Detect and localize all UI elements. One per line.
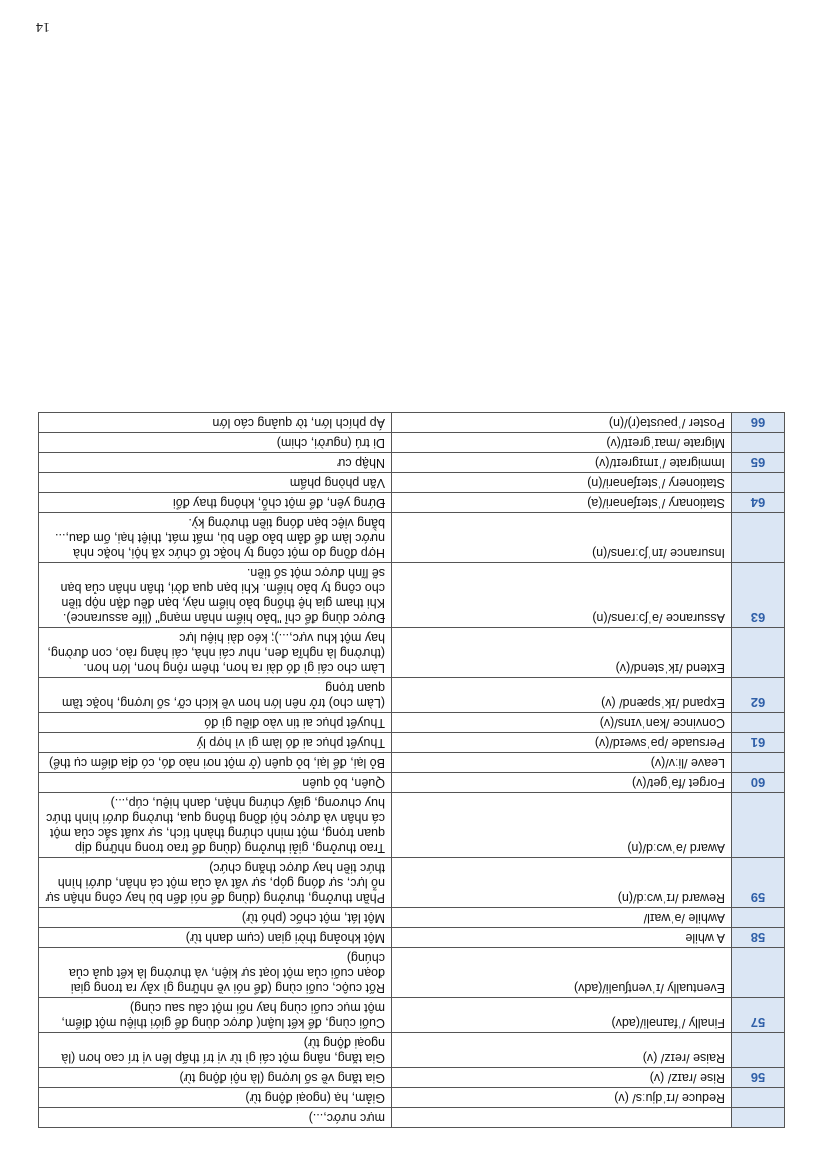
word-meaning: Gia tăng về số lượng (là nội động từ) [39, 1068, 392, 1088]
entry-number [732, 628, 785, 678]
entry-number [732, 473, 785, 493]
table-row [39, 473, 785, 493]
vocabulary-word: Rise /raɪz/ (v) [392, 1068, 732, 1088]
word-meaning: Một khoảng thời gian (cụm danh từ) [39, 928, 392, 948]
table-row [39, 513, 785, 563]
entry-number: 63 [732, 563, 785, 628]
word-meaning: Được dùng để chỉ "bảo hiểm nhân mạng" (life assurance). Khi tham gia hệ thống bảo hiểm này, bạn đều đặn nộp tiền cho công ty bảo hiểm. Khi bạn qua đời, thân nhân của bạn sẽ lĩnh được một số tiền. [39, 563, 392, 628]
word-meaning: Đứng yên, để một chỗ, không thay đổi [39, 493, 392, 513]
entry-number: 64 [732, 493, 785, 513]
entry-number [732, 713, 785, 733]
table-row [39, 628, 785, 678]
entry-number [732, 753, 785, 773]
vocabulary-word: Awhile /əˈwaɪl/ [392, 908, 732, 928]
entry-number [732, 433, 785, 453]
table-row [39, 928, 785, 948]
table-row [39, 713, 785, 733]
vocabulary-word: Poster /ˈpəʊstə(r)/(n) [392, 413, 732, 433]
vocabulary-word: Expand /ɪkˈspænd/ (v) [392, 678, 732, 713]
vocabulary-word: Stationary /ˈsteɪʃənəri/(a) [392, 493, 732, 513]
table-row [39, 733, 785, 753]
entry-number: 58 [732, 928, 785, 948]
vocabulary-word: Persuade /pəˈsweɪd/(v) [392, 733, 732, 753]
table-row [39, 998, 785, 1033]
entry-number [732, 793, 785, 858]
word-meaning: Gia tăng, nâng một cái gì từ vị trí thấp lên vị trí cao hơn (là ngoại động từ) [39, 1033, 392, 1068]
word-meaning: Hợp đồng do một công ty hoặc tổ chức xã hội, hoặc nhà nước làm để đảm bảo đền bù, mất mát, thiệt hại, ốm đau,... bằng việc bạn đóng tiền thường kỳ. [39, 513, 392, 563]
word-meaning: Thuyết phục ai tin vào điều gì đó [39, 713, 392, 733]
word-meaning: Một lát, một chốc (phó từ) [39, 908, 392, 928]
word-meaning: Rốt cuộc, cuối cùng (để nói về những gì xảy ra trong giai đoạn cuối của một loạt sự kiện, và thường là kết quả của chúng) [39, 948, 392, 998]
entry-number: 59 [732, 858, 785, 908]
word-meaning: mực nước,...) [39, 1108, 392, 1128]
entry-number [732, 1108, 785, 1128]
word-meaning: Cuối cùng, để kết luận( được dùng để giới thiệu một điểm, một mục cuối cùng hay nối một câu sau cùng) [39, 998, 392, 1033]
entry-number [732, 513, 785, 563]
table-row [39, 1108, 785, 1128]
word-meaning: Quên, bỏ quên [39, 773, 392, 793]
entry-number: 62 [732, 678, 785, 713]
table-row [39, 753, 785, 773]
vocabulary-word: Migrate /maɪˈgreɪt/(v) [392, 433, 732, 453]
table-row [39, 1068, 785, 1088]
table-row [39, 858, 785, 908]
vocabulary-word: Eventually /ɪˈventʃuəli/(adv) [392, 948, 732, 998]
table-row [39, 948, 785, 998]
table-row [39, 453, 785, 473]
entry-number [732, 948, 785, 998]
entry-number [732, 908, 785, 928]
page-number: 14 [36, 19, 50, 34]
word-meaning: (Làm cho) trở nên lớn hơn về kích cỡ, số lượng, hoặc tầm quan trọng [39, 678, 392, 713]
entry-number: 57 [732, 998, 785, 1033]
vocabulary-word: Extend /ɪkˈstend/(v) [392, 628, 732, 678]
word-meaning: Văn phòng phẩm [39, 473, 392, 493]
word-meaning: Phần thưởng, thưởng (dùng để nói đến bù hay công nhận sự nỗ lực, sự đóng góp, sự vất vả của một cá nhân, dưới hình thức tiền hay được thăng chức) [39, 858, 392, 908]
vocabulary-table [38, 412, 785, 1128]
vocabulary-word: Award /əˈwɔːd/(n) [392, 793, 732, 858]
vocabulary-word: Leave /liːv/(v) [392, 753, 732, 773]
vocabulary-table-body [39, 413, 785, 1128]
word-meaning: Bỏ lại, để lại, bỏ quên (ở một nơi nào đó, có địa điểm cụ thể) [39, 753, 392, 773]
table-row [39, 563, 785, 628]
table-row [39, 433, 785, 453]
entry-number: 66 [732, 413, 785, 433]
vocabulary-word [392, 1108, 732, 1128]
word-meaning: Nhập cư [39, 453, 392, 473]
table-row [39, 493, 785, 513]
word-meaning: Giảm, hạ (ngoại động từ) [39, 1088, 392, 1108]
vocabulary-word: Assurance /əˈʃɔːrəns/(n) [392, 563, 732, 628]
vocabulary-word: Forget /fəˈget/(v) [392, 773, 732, 793]
word-meaning: Thuyết phục ai đó làm gì vì hợp lý [39, 733, 392, 753]
word-meaning: Trao thưởng, giải thưởng (dùng để trao trong những dịp quan trọng, một minh chứng thành tích, sự xuất sắc của một cá nhân và được hội đồng thông qua, thường dưới hình thức huy chương, giấy chứng nhận, danh hiệu, cúp,...) [39, 793, 392, 858]
table-row [39, 678, 785, 713]
entry-number: 56 [732, 1068, 785, 1088]
entry-number [732, 1088, 785, 1108]
table-row [39, 1088, 785, 1108]
entry-number: 61 [732, 733, 785, 753]
word-meaning: Làm cho cái gì đó dài ra hơn, thêm rộng hơn, lớn hơn. (thường là nghĩa đen, như cái nhà, cái hàng rào, con đường, hay một khu vực,...); kéo dài hiệu lực [39, 628, 392, 678]
table-row [39, 773, 785, 793]
vocabulary-word: Raise /reɪz/ (v) [392, 1033, 732, 1068]
table-row [39, 908, 785, 928]
entry-number: 65 [732, 453, 785, 473]
vocabulary-word: Immigrate /ˈɪmɪgreɪt/(v) [392, 453, 732, 473]
vocabulary-word: Finally /ˈfaɪnəli/(adv) [392, 998, 732, 1033]
vocabulary-word: Insurance /ɪnˈʃɔːrəns/(n) [392, 513, 732, 563]
word-meaning: Di trú (người, chim) [39, 433, 392, 453]
vocabulary-word: Reduce /rɪˈdjuːs/ (v) [392, 1088, 732, 1108]
vocabulary-word: Convince /kənˈvɪns/(v) [392, 713, 732, 733]
vocabulary-word: Reward /rɪˈwɔːd/(n) [392, 858, 732, 908]
table-row [39, 413, 785, 433]
table-row [39, 793, 785, 858]
vocabulary-word: A while [392, 928, 732, 948]
word-meaning: Áp phích lớn, tờ quảng cáo lớn [39, 413, 392, 433]
vocabulary-word: Stationery /ˈsteɪʃənəri/(n) [392, 473, 732, 493]
entry-number [732, 1033, 785, 1068]
table-row [39, 1033, 785, 1068]
entry-number: 60 [732, 773, 785, 793]
